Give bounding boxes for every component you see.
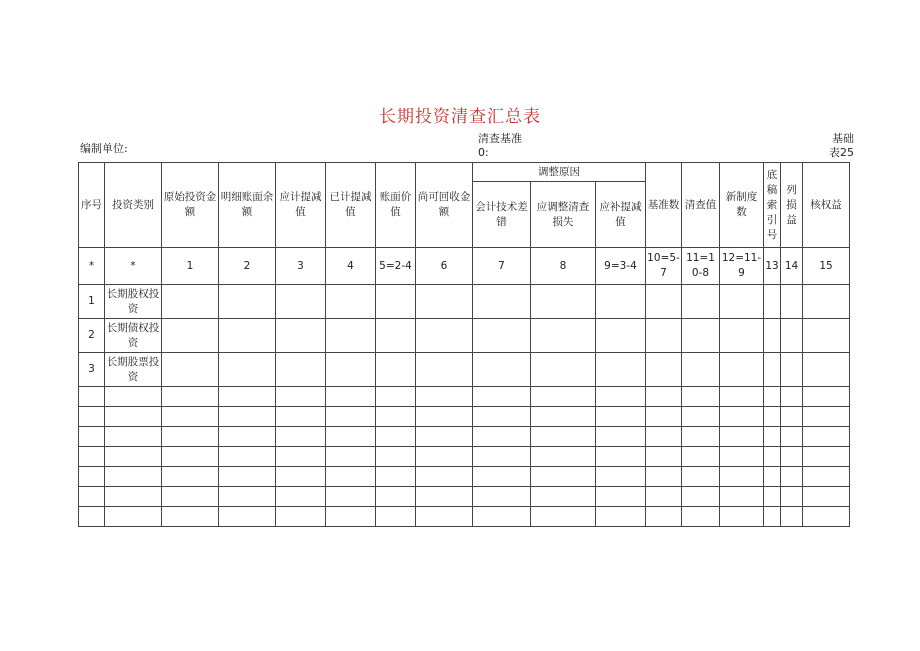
table-code-prefix: 表 [829,146,840,159]
item-name: 长期股票投资 [105,353,162,387]
table-code [812,132,854,160]
basis-value: 0: [478,146,489,159]
header-original: 原始投资金额 [162,163,219,248]
header-accrued: 已计提减值 [326,163,376,248]
table-row [79,285,850,319]
summary-table [78,162,850,527]
header-verify-equity: 核权益 [803,163,850,248]
header-adjust-reason: 调整原因 [473,163,646,182]
index-cell: 7 [473,248,531,285]
table-row [79,407,850,427]
basis-label: 清查基准 [478,132,522,145]
table-row [79,427,850,447]
header-should-accrue: 应计提减值 [276,163,326,248]
header-type: 投资类别 [105,163,162,248]
table-row [79,387,850,407]
index-cell: 6 [416,248,473,285]
page-title: 长期投资清查汇总表 [379,107,541,127]
index-cell: 9=3-4 [596,248,646,285]
header-workpaper: 底稿索引号 [764,163,781,248]
header-list-gain: 列损益 [781,163,803,248]
header-book-value: 账面价值 [376,163,416,248]
item-name: 长期债权投资 [105,319,162,353]
index-cell: 15 [803,248,850,285]
table-row [79,487,850,507]
item-seq: 1 [79,285,105,319]
index-cell: 10=5-7 [646,248,682,285]
index-cell: 8 [531,248,596,285]
table-row [79,319,850,353]
header-adjust-loss: 应调整清查损失 [531,182,596,248]
table-code-label: 基础 [832,132,854,145]
index-cell: 12=11-9 [720,248,764,285]
header-new-num: 新制度数 [720,163,764,248]
item-seq: 3 [79,353,105,387]
item-name: 长期股权投资 [105,285,162,319]
header-supplement: 应补提减值 [596,182,646,248]
index-cell: 5=2-4 [376,248,416,285]
header-detail: 明细账面余额 [219,163,276,248]
unit-label: 编制单位: [80,142,128,155]
header-base-num: 基准数 [646,163,682,248]
index-cell: 3 [276,248,326,285]
table-row [79,353,850,387]
header-recoverable: 尚可回收金额 [416,163,473,248]
index-cell: 1 [162,248,219,285]
index-cell: * [79,248,105,285]
item-seq: 2 [79,319,105,353]
index-cell: * [105,248,162,285]
table-code-line [812,146,854,160]
header-check-value: 清查值 [682,163,720,248]
basis-date [478,132,522,160]
index-cell: 14 [781,248,803,285]
table-row [79,447,850,467]
header-accounting-error: 会计技术差错 [473,182,531,248]
index-cell: 11=10-8 [682,248,720,285]
table-code-number: 25 [840,146,854,159]
index-cell: 4 [326,248,376,285]
index-cell: 13 [764,248,781,285]
header-seq: 序号 [79,163,105,248]
table-row [79,467,850,487]
index-row [79,248,850,285]
table-row [79,507,850,527]
index-cell: 2 [219,248,276,285]
